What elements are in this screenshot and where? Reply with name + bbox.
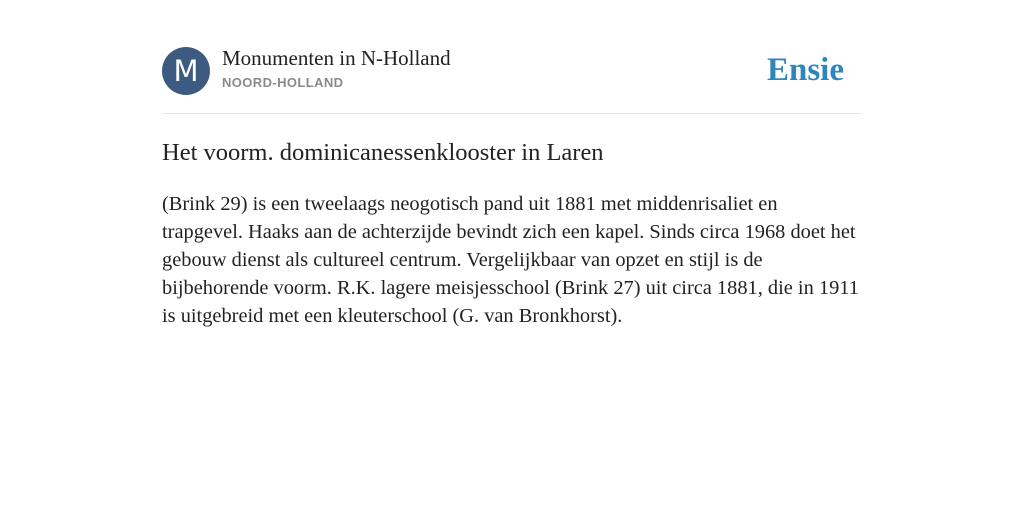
source-region-label: NOORD-HOLLAND bbox=[222, 75, 344, 90]
source-avatar[interactable]: M bbox=[162, 47, 210, 95]
header-divider bbox=[162, 113, 862, 114]
article-body: (Brink 29) is een tweelaags neogotisch pand uit 1881 met middenrisaliet en trapgevel. Haaks aan de achterzijde bevindt zich een kapel. Sinds circa 1968 doet het gebouw dienst als cultureel centrum. Vergelijkbaar van opzet en stijl is de bijbehorende voorm. R.K. lagere meisjesschool (Brink 27) uit circa 1881, die in 1911 is uitgebreid met een kleuterschool (G. van Bronkhorst). bbox=[162, 193, 859, 327]
source-header bbox=[162, 46, 862, 96]
ensie-logo-link[interactable]: Ensie bbox=[766, 52, 844, 88]
article-title: Het voorm. dominicanessenklooster in Laren bbox=[162, 139, 604, 166]
source-name-link[interactable]: Monumenten in N-Holland bbox=[222, 46, 451, 70]
